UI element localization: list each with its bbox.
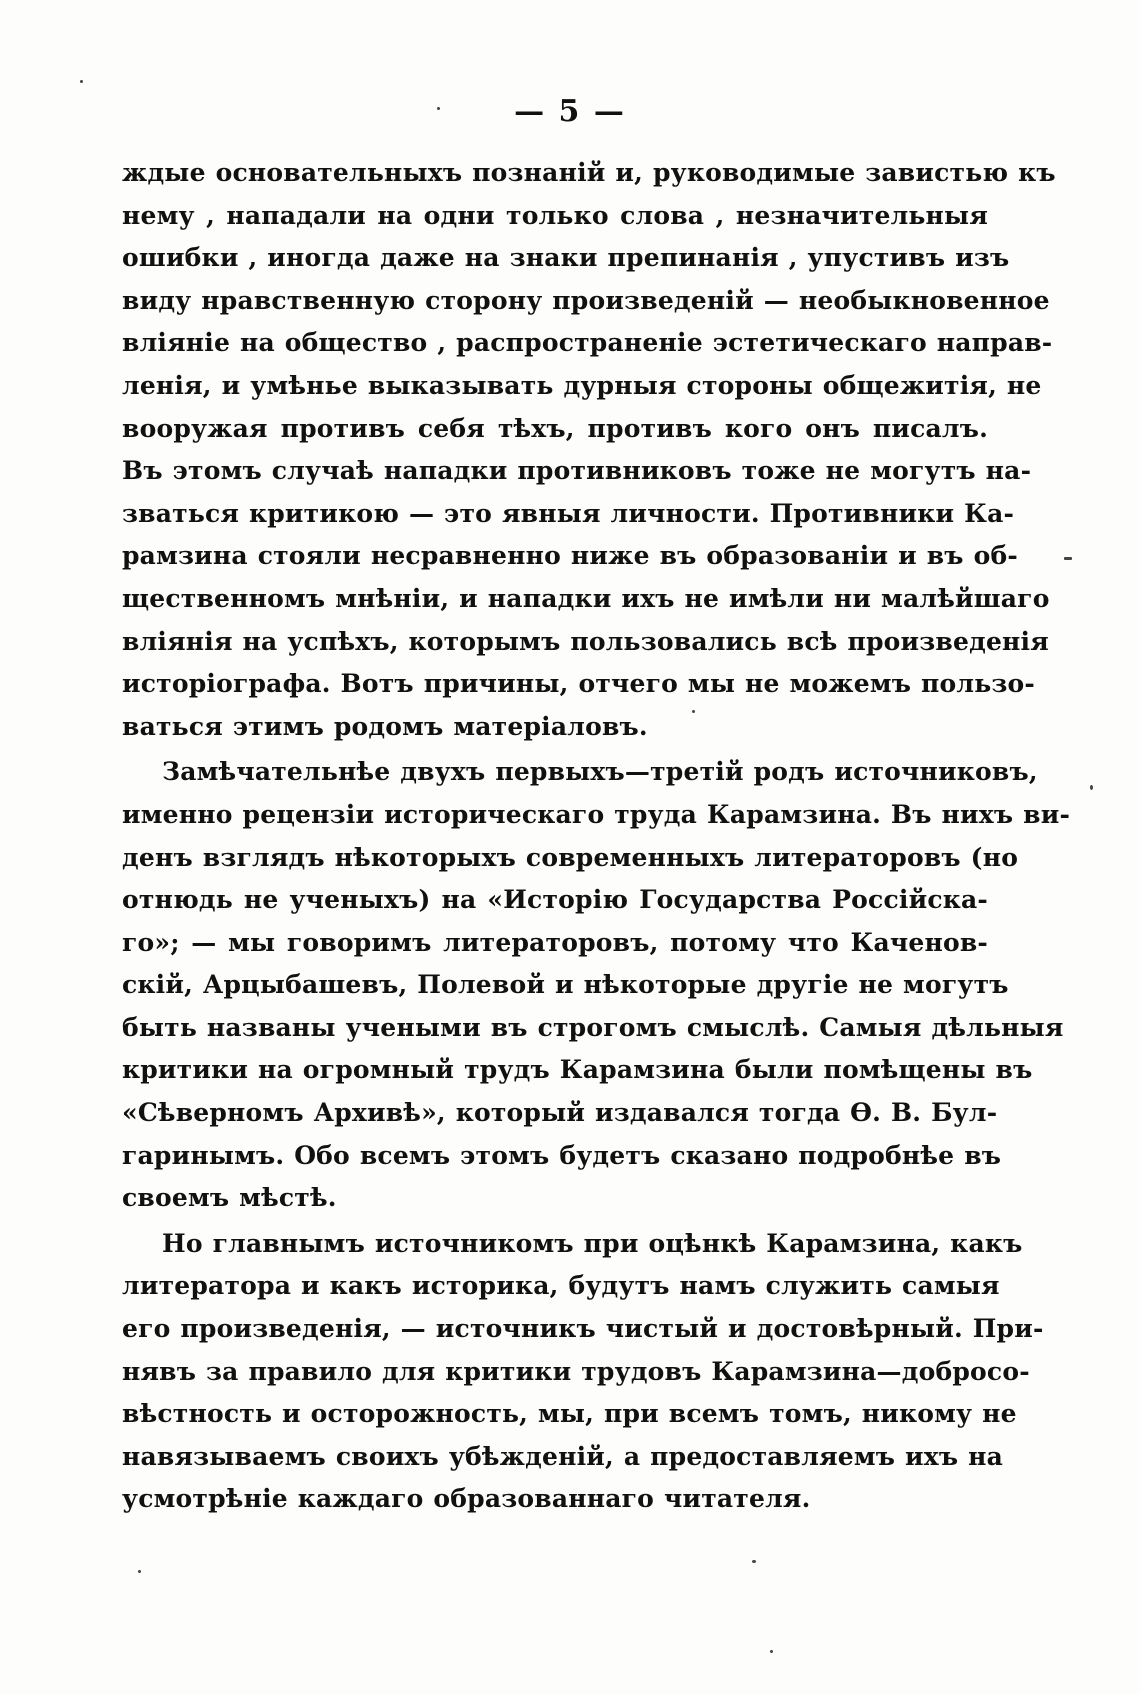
text-line: нему , нападали на одни только слова , незначительныя	[122, 200, 988, 230]
text-line: литератора и какъ историка, будутъ намъ служить самыя	[122, 1271, 1000, 1301]
scan-speck	[752, 1560, 756, 1563]
text-line: вліяніе на общество , распространеніе эстетическаго направ-	[122, 328, 1053, 358]
text-line: зваться критикою — это явныя личности. Противники Ка-	[122, 498, 1015, 528]
text-line: «Сѣверномъ Архивѣ», который издавался тогда Ѳ. В. Бул-	[122, 1098, 998, 1128]
scan-speck	[770, 1650, 773, 1653]
text-line: его произведенія, — источникъ чистый и достовѣрный. При-	[122, 1314, 1044, 1344]
text-line: гаринымъ. Обо всемъ этомъ будетъ сказано подробнѣе въ	[122, 1140, 1002, 1170]
text-line: быть названы учеными въ строгомъ смыслѣ. Самыя дѣльныя	[122, 1012, 1064, 1042]
text-line: исторіографа. Вотъ причины, отчего мы не можемъ пользо-	[122, 669, 1036, 699]
text-line: ленія, и умѣнье выказывать дурныя стороны общежитія, не	[122, 370, 1042, 400]
text-line: Замѣчательнѣе двухъ первыхъ—третій родъ источниковъ,	[162, 757, 1038, 787]
scan-speck	[138, 1570, 141, 1573]
scan-speck	[1090, 785, 1093, 790]
text-line: Но главнымъ источникомъ при оцѣнкѣ Карамзина, какъ	[162, 1228, 1023, 1258]
paragraph-3	[122, 1223, 1044, 1521]
text-line: ваться этимъ родомъ матеріаловъ.	[122, 711, 648, 741]
scan-speck	[1064, 557, 1072, 560]
text-line: вооружая противъ себя тѣхъ, противъ кого онъ писалъ.	[122, 413, 988, 443]
text-line: Въ этомъ случаѣ нападки противниковъ тоже не могутъ на-	[122, 456, 1032, 486]
text-line: своемъ мѣстѣ.	[122, 1183, 337, 1213]
text-line: навязываемъ своихъ убѣжденій, а предоставляемъ ихъ на	[122, 1441, 1004, 1471]
text-line: именно рецензіи историческаго труда Карамзина. Въ нихъ ви-	[122, 799, 1071, 829]
page-number: — 5 —	[514, 94, 626, 129]
text-line: нявъ за правило для критики трудовъ Карамзина—добросо-	[122, 1356, 1030, 1386]
text-line: виду нравственную сторону произведеній — необыкновенное	[122, 285, 1050, 315]
text-line: вліянія на успѣхъ, которымъ пользовались всѣ произведенія	[122, 626, 1049, 656]
scan-speck	[80, 80, 83, 83]
scan-speck	[437, 107, 440, 110]
text-line: усмотрѣніе каждаго образованнаго читателя.	[122, 1484, 811, 1514]
text-line: ждые основательныхъ познаній и, руководимые завистью къ	[122, 158, 1056, 187]
text-line: критики на огромный трудъ Карамзина были помѣщены въ	[122, 1055, 1033, 1085]
paragraph-1	[122, 152, 1056, 748]
text-line: го»; — мы говоримъ литераторовъ, потому что Каченов-	[122, 927, 988, 957]
text-line: отнюдь не ученыхъ) на «Исторію Государства Россійска-	[122, 885, 988, 915]
text-line: щественномъ мнѣніи, и нападки ихъ не имѣли ни малѣйшаго	[122, 583, 1050, 613]
paragraph-2	[122, 751, 1071, 1220]
text-line: рамзина стояли несравненно ниже въ образованіи и въ об-	[122, 541, 1018, 571]
text-line: вѣстность и осторожность, мы, при всемъ томъ, никому не	[122, 1399, 1017, 1429]
text-line: ошибки , иногда даже на знаки препинанія , упустивъ изъ	[122, 243, 1010, 273]
text-line: денъ взглядъ нѣкоторыхъ современныхъ литераторовъ (но	[122, 842, 1019, 872]
scan-speck	[692, 710, 695, 713]
text-line: скій, Арцыбашевъ, Полевой и нѣкоторые другіе не могутъ	[122, 970, 1009, 1000]
body-text	[122, 152, 1071, 1524]
